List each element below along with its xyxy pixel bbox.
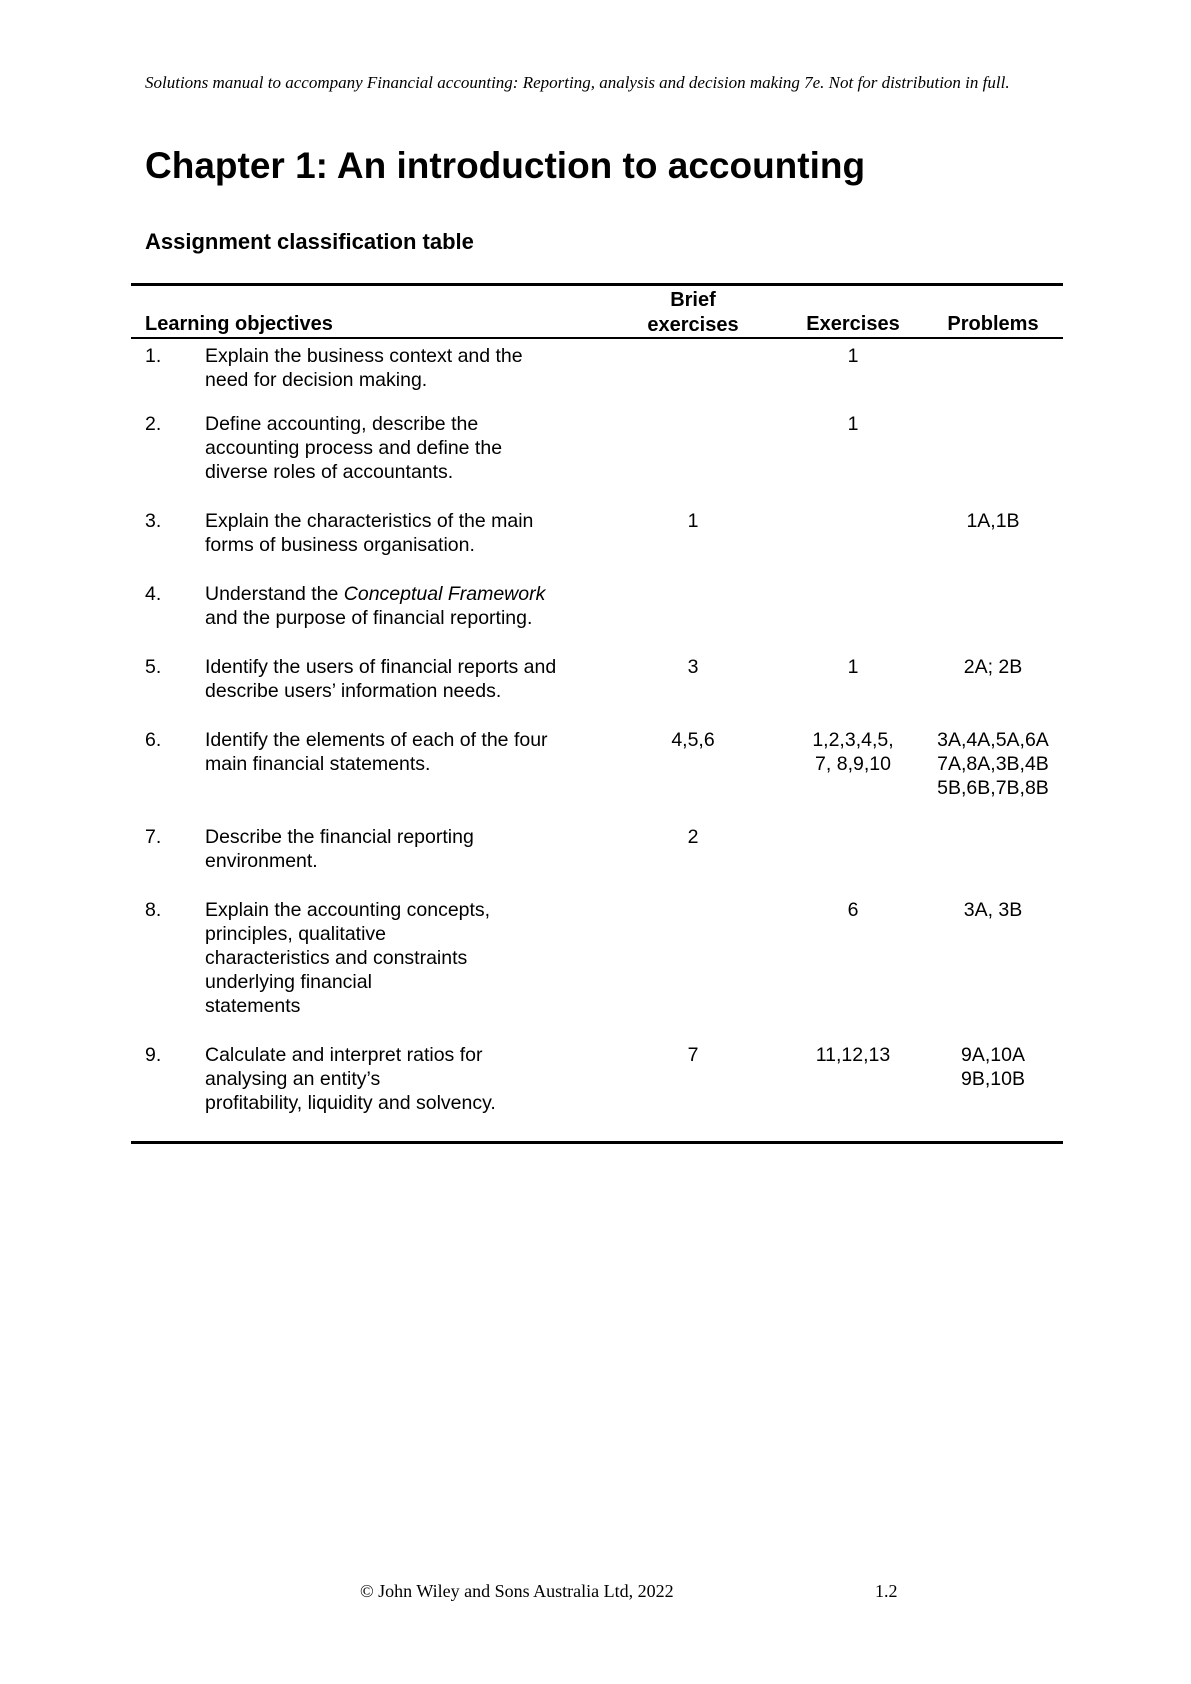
- problems-line: 3A, 3B: [963, 899, 1023, 921]
- problems-line: 7A,8A,3B,4B: [937, 753, 1049, 775]
- objective-line: Explain the accounting concepts,: [205, 899, 491, 921]
- brief-line: 7: [687, 1044, 699, 1066]
- brief-line: 1: [687, 510, 699, 532]
- objective-text: Understand the: [205, 583, 344, 605]
- row-exercises: [782, 728, 924, 776]
- row-objective: [205, 825, 615, 873]
- column-header-learning-objectives: Learning objectives: [145, 313, 333, 335]
- row-brief-exercises: [618, 728, 768, 752]
- exercises-line: 1: [847, 413, 859, 435]
- objective-line: Identify the elements of each of the four: [205, 729, 548, 751]
- objective-line: and the purpose of financial reporting.: [205, 607, 533, 629]
- row-number: 4.: [145, 583, 162, 605]
- exercises-line: 1: [847, 656, 859, 678]
- objective-line: environment.: [205, 850, 318, 872]
- row-number: 2.: [145, 413, 162, 435]
- row-objective: [205, 582, 615, 630]
- row-number: 3.: [145, 510, 162, 532]
- exercises-line: 7, 8,9,10: [815, 753, 891, 775]
- objective-line: analysing an entity’s: [205, 1068, 381, 1090]
- objective-line: Identify the users of financial reports and: [205, 656, 557, 678]
- row-brief-exercises: [618, 655, 768, 679]
- problems-line: 2A; 2B: [963, 656, 1023, 678]
- objective-line: Explain the business context and the: [205, 345, 523, 367]
- row-brief-exercises: [618, 1043, 768, 1067]
- header-note: Solutions manual to accompany Financial accounting: Reporting, analysis and decision making 7e. Not for distribution in full.: [145, 73, 1010, 92]
- table-top-rule: [131, 283, 1063, 286]
- objective-line: Define accounting, describe the: [205, 413, 479, 435]
- objective-line: describe users’ information needs.: [205, 680, 502, 702]
- objective-line: Describe the financial reporting: [205, 826, 474, 848]
- row-number: 9.: [145, 1044, 162, 1066]
- exercises-line: 6: [847, 899, 859, 921]
- column-header-problems: Problems: [947, 313, 1039, 335]
- footer-copyright: © John Wiley and Sons Australia Ltd, 2022: [360, 1581, 674, 1601]
- objective-line: statements: [205, 995, 301, 1017]
- row-number: 5.: [145, 656, 162, 678]
- assignment-classification-table: [131, 283, 1063, 1144]
- objective-line: accounting process and define the: [205, 437, 503, 459]
- row-problems: [923, 1043, 1063, 1091]
- row-objective: [205, 898, 615, 1018]
- table-header-rule: [131, 337, 1063, 339]
- objective-emphasis: Conceptual Framework: [343, 583, 546, 605]
- row-number: 1.: [145, 345, 162, 367]
- problems-line: 9A,10A: [961, 1044, 1025, 1066]
- row-brief-exercises: [618, 825, 768, 849]
- problems-line: 5B,6B,7B,8B: [937, 777, 1049, 799]
- column-header-brief-exercises: [618, 288, 768, 338]
- column-header-brief-line2: exercises: [647, 314, 739, 336]
- row-exercises: [782, 344, 924, 368]
- objective-line: forms of business organisation.: [205, 534, 475, 556]
- problems-line: 1A,1B: [966, 510, 1020, 532]
- brief-line: 4,5,6: [671, 729, 715, 751]
- row-brief-exercises: [618, 509, 768, 533]
- chapter-title: Chapter 1: An introduction to accounting: [145, 145, 866, 186]
- row-objective: [205, 1043, 615, 1115]
- brief-line: 3: [687, 656, 699, 678]
- objective-line: underlying financial: [205, 971, 372, 993]
- objective-line: Explain the characteristics of the main: [205, 510, 534, 532]
- row-problems: [923, 898, 1063, 922]
- objective-line: characteristics and constraints: [205, 947, 468, 969]
- row-exercises: [782, 655, 924, 679]
- objective-line: main financial statements.: [205, 753, 431, 775]
- row-exercises: [782, 1043, 924, 1067]
- exercises-line: 11,12,13: [815, 1044, 891, 1066]
- row-objective: [205, 728, 615, 776]
- row-number: 6.: [145, 729, 162, 751]
- row-problems: [923, 655, 1063, 679]
- row-number: 8.: [145, 899, 162, 921]
- objective-line: Calculate and interpret ratios for: [205, 1044, 483, 1066]
- row-problems: [923, 509, 1063, 533]
- problems-line: 3A,4A,5A,6A: [937, 729, 1049, 751]
- brief-line: 2: [687, 826, 699, 848]
- row-objective: [205, 412, 615, 484]
- row-number: 7.: [145, 826, 162, 848]
- table-bottom-rule: [131, 1141, 1063, 1144]
- section-title: Assignment classification table: [145, 229, 474, 254]
- footer-page-number: 1.2: [875, 1581, 898, 1601]
- objective-line: principles, qualitative: [205, 923, 387, 945]
- objective-line: diverse roles of accountants.: [205, 461, 454, 483]
- column-header-exercises: Exercises: [806, 313, 900, 335]
- objective-line: need for decision making.: [205, 369, 428, 391]
- exercises-line: 1: [847, 345, 859, 367]
- row-exercises: [782, 412, 924, 436]
- objective-line: profitability, liquidity and solvency.: [205, 1092, 496, 1114]
- row-objective: [205, 509, 615, 557]
- column-header-brief-line1: Brief: [670, 289, 716, 311]
- exercises-line: 1,2,3,4,5,: [812, 729, 894, 751]
- row-problems: [923, 728, 1063, 800]
- row-objective: [205, 655, 615, 703]
- objective-line: [205, 582, 615, 606]
- row-objective: [205, 344, 615, 392]
- row-exercises: [782, 898, 924, 922]
- problems-line: 9B,10B: [961, 1068, 1025, 1090]
